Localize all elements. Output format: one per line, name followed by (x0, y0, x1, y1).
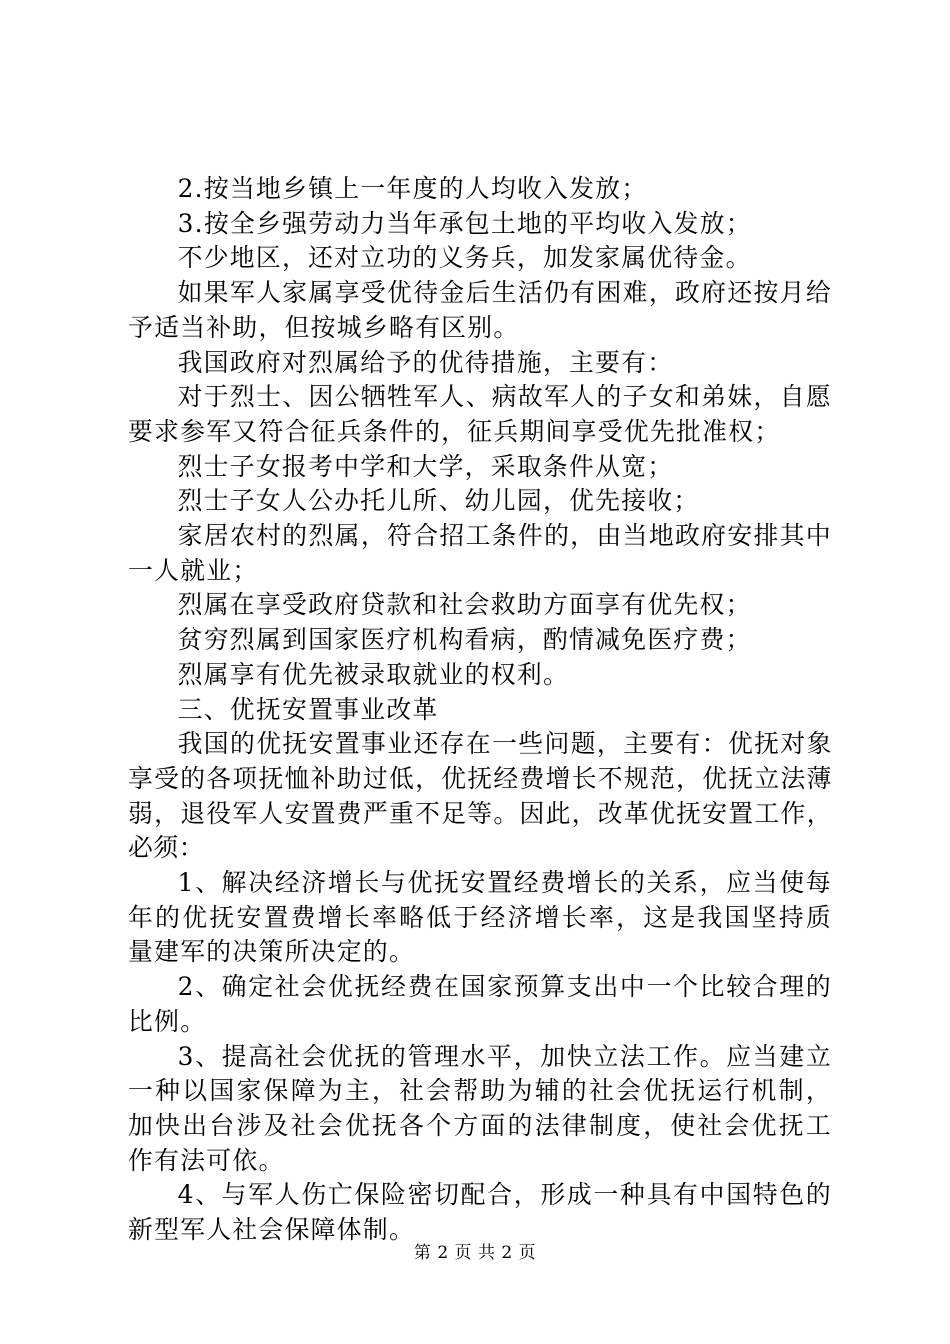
section-heading: 三、优抚安置事业改革 (177, 694, 439, 724)
paragraph: 烈士子女人公办托儿所、幼儿园，优先接收； (177, 486, 700, 516)
paragraph: 烈属在享受政府贷款和社会救助方面享有优先权； (177, 590, 752, 620)
paragraph: 我国的优抚安置事业还存在一些问题，主要有：优抚对象享受的各项抚恤补助过低，优抚经费增长不规范，优抚立法薄弱，退役军人安置费严重不足等。因此，改革优抚安置工作，必须： (128, 729, 832, 863)
paragraph: 烈士子女报考中学和大学，采取条件从宽； (177, 451, 674, 481)
paragraph: 4、与军人伤亡保险密切配合，形成一种具有中国特色的新型军人社会保障体制。 (128, 1180, 832, 1245)
paragraph: 2、确定社会优抚经费在国家预算支出中一个比较合理的比例。 (128, 972, 832, 1036)
document-body (128, 172, 832, 1248)
page-number-footer: 第 2 页 共 2 页 (413, 1243, 537, 1263)
paragraph: 家居农村的烈属，符合招工条件的，由当地政府安排其中一人就业； (128, 521, 832, 585)
paragraph: 我国政府对烈属给予的优待措施，主要有： (177, 347, 674, 377)
paragraph: 不少地区，还对立功的义务兵，加发家属优待金。 (177, 243, 752, 273)
paragraph: 3、提高社会优抚的管理水平，加快立法工作。应当建立一种以国家保障为主，社会帮助为辅的社会优抚运行机制，加快出台涉及社会优抚各个方面的法律制度，使社会优抚工作有法可依。 (128, 1041, 832, 1175)
paragraph: 3.按全乡强劳动力当年承包土地的平均收入发放； (177, 208, 752, 238)
paragraph: 对于烈士、因公牺牲军人、病故军人的子女和弟妹，自愿要求参军又符合征兵条件的，征兵期间享受优先批准权； (128, 382, 832, 446)
paragraph: 贫穷烈属到国家医疗机构看病，酌情减免医疗费； (177, 625, 752, 655)
paragraph: 2.按当地乡镇上一年度的人均收入发放； (177, 174, 648, 203)
paragraph: 如果军人家属享受优待金后生活仍有困难，政府还按月给予适当补助，但按城乡略有区别。 (128, 278, 832, 342)
paragraph: 烈属享有优先被录取就业的权利。 (177, 659, 570, 689)
paragraph: 1、解决经济增长与优抚安置经费增长的关系，应当使每年的优抚安置费增长率略低于经济增长率，这是我国坚持质量建军的决策所决定的。 (128, 868, 832, 967)
